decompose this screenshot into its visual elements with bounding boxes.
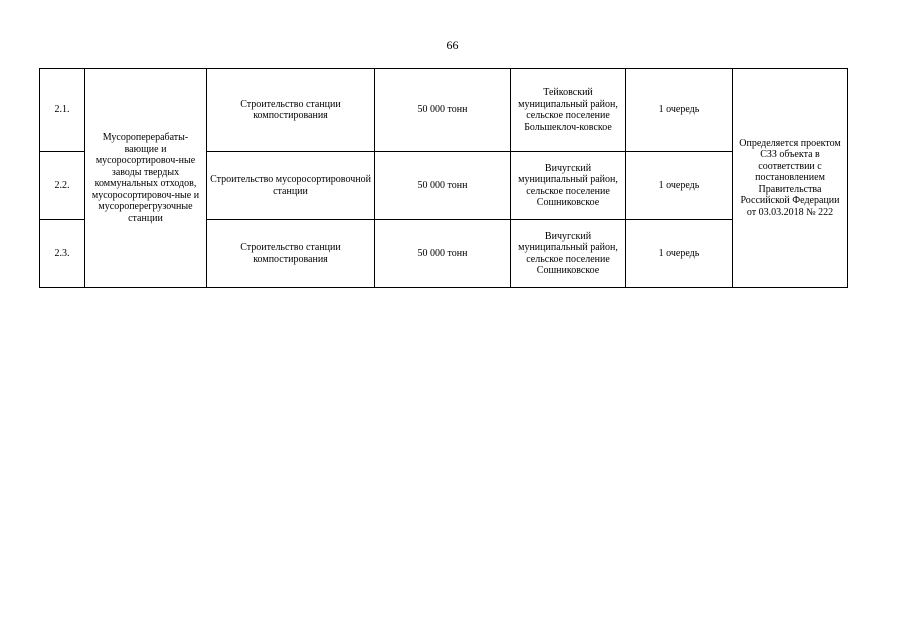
object-name-cell: Строительство станции компостирования xyxy=(207,220,375,288)
stage-cell: 1 очередь xyxy=(626,152,733,220)
capacity-cell: 50 000 тонн xyxy=(375,69,511,152)
object-name-cell: Строительство мусоросортировочной станции xyxy=(207,152,375,220)
capacity-cell: 50 000 тонн xyxy=(375,152,511,220)
stage-cell: 1 очередь xyxy=(626,220,733,288)
row-number-cell: 2.1. xyxy=(40,69,85,152)
capacity-cell: 50 000 тонн xyxy=(375,220,511,288)
location-cell: Вичугский муниципальный район, сельское поселение Сошниковское xyxy=(511,220,626,288)
stage-cell: 1 очередь xyxy=(626,69,733,152)
row-number-cell: 2.3. xyxy=(40,220,85,288)
object-name-cell: Строительство станции компостирования xyxy=(207,69,375,152)
table-row xyxy=(40,69,848,152)
location-cell: Тейковский муниципальный район, сельское поселение Большеклоч-ковское xyxy=(511,69,626,152)
group-label-cell: Мусороперерабаты-вающие и мусоросортировоч-ные заводы твердых коммунальных отходов, мусоросортировоч-ные и мусороперегрузочные станции xyxy=(85,69,207,288)
note-cell: Определяется проектом СЗЗ объекта в соответствии с постановлением Правительства Российской Федерации от 03.03.2018 № 222 xyxy=(733,69,848,288)
page-number: 66 xyxy=(446,38,459,52)
row-number-cell: 2.2. xyxy=(40,152,85,220)
location-cell: Вичугский муниципальный район, сельское поселение Сошниковское xyxy=(511,152,626,220)
facilities-table xyxy=(39,68,848,288)
